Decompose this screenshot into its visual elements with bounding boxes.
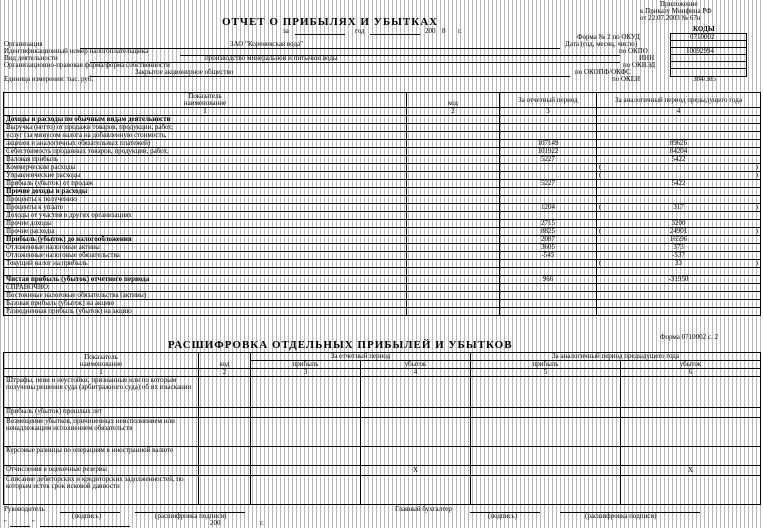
row-current xyxy=(500,124,597,132)
row-code xyxy=(407,284,500,292)
t2-indicator-header xyxy=(4,353,199,369)
row-code xyxy=(407,156,500,164)
row-name: Выручка (нетто) от продажи товаров, продукции, работ, xyxy=(4,124,407,132)
row-code xyxy=(407,172,500,180)
okopf-label: по ОКОПФ/ОКФС xyxy=(575,68,631,76)
detail-loss xyxy=(361,408,471,418)
table-row xyxy=(4,220,761,228)
close-paren: ) xyxy=(755,171,758,179)
parenthesized-value xyxy=(599,164,758,171)
period-num: 8 xyxy=(442,27,446,35)
parenthesized-value xyxy=(599,228,758,235)
row-name: Доходы от участия в других организациях xyxy=(4,212,407,220)
okved-label: по ОКВЭД xyxy=(623,61,656,69)
detail-code xyxy=(199,418,251,447)
table-row xyxy=(4,236,761,244)
row-previous xyxy=(597,172,761,180)
row-current: 107149 xyxy=(500,140,597,148)
form-label: Форма № 2 по ОКУД xyxy=(577,33,640,41)
col-num-3: 3 xyxy=(500,108,597,116)
detail-code xyxy=(199,447,251,466)
detail-table xyxy=(3,352,761,505)
table2-body xyxy=(4,377,761,505)
row-current: 2715 xyxy=(500,220,597,228)
detail-loss xyxy=(361,447,471,466)
appendix-line3: от 22.07.2003 № 67н xyxy=(640,14,701,22)
row-code xyxy=(407,228,500,236)
value-text: 33 xyxy=(675,259,682,267)
row-code xyxy=(407,236,500,244)
detail-profit xyxy=(251,418,361,447)
okpo-label: по ОКПО xyxy=(619,47,648,55)
chief-label: Главный бухгалтер xyxy=(395,505,452,513)
appendix-line1: Приложение xyxy=(660,0,698,8)
row-previous xyxy=(597,284,761,292)
row-current: 8825 xyxy=(500,228,597,236)
row-name: Управленческие расходы xyxy=(4,172,407,180)
table-row xyxy=(4,244,761,252)
current-header: За отчетный период xyxy=(500,93,597,108)
org-label: Организация xyxy=(4,40,43,48)
table-row xyxy=(4,124,761,132)
row-name: Прочие доходы и расходы xyxy=(4,188,407,196)
row-previous: 5422 xyxy=(597,180,761,188)
row-code xyxy=(407,132,500,140)
period-line xyxy=(370,34,420,35)
row-current xyxy=(500,116,597,124)
detail-profit xyxy=(251,447,361,466)
row-name: Валовая прибыль xyxy=(4,156,407,164)
codes-divider xyxy=(670,68,747,69)
row-previous xyxy=(597,132,761,140)
detail-loss-prev xyxy=(621,447,761,466)
org-underline xyxy=(80,48,560,49)
row-code xyxy=(407,140,500,148)
t2-num-6: 6 xyxy=(621,369,761,377)
detail-name: Возмещение убытков, причиненных неисполнением или ненадлежащим исполнением обязательств xyxy=(4,418,199,447)
row-current: 3605 xyxy=(500,244,597,252)
table-row xyxy=(4,252,761,260)
row-name: Разводненная прибыль (убыток) на акцию xyxy=(4,308,407,316)
detail-code xyxy=(199,466,251,476)
t2-num-2: 2 xyxy=(199,369,251,377)
row-name: Себестоимость проданных товаров, продукции, работ, xyxy=(4,148,407,156)
detail-loss-prev xyxy=(621,476,761,505)
detail-profit xyxy=(251,377,361,408)
form2-label: Форма 0710002 с. 2 xyxy=(660,333,719,341)
row-code xyxy=(407,204,500,212)
head-sign-caption: (подпись) xyxy=(72,512,102,520)
row-current xyxy=(500,284,597,292)
row-name xyxy=(4,268,407,276)
row-name: Базовая прибыль (убыток) на акцию xyxy=(4,300,407,308)
activity-label: Вид деятельности xyxy=(4,54,58,62)
table-row xyxy=(4,180,761,188)
row-current xyxy=(500,188,597,196)
row-code xyxy=(407,124,500,132)
table-row xyxy=(4,276,761,284)
inn-code-label: ИНН xyxy=(639,54,655,62)
detail-row xyxy=(4,447,761,466)
close-paren: ) xyxy=(755,259,758,267)
table-row xyxy=(4,204,761,212)
detail-loss xyxy=(361,476,471,505)
detail-row xyxy=(4,418,761,447)
date-label: Дата (год, месяц, число) xyxy=(565,40,638,48)
table-row xyxy=(4,148,761,156)
row-code xyxy=(407,244,500,252)
detail-profit-prev xyxy=(471,447,621,466)
table2-header-row xyxy=(4,353,761,361)
row-code xyxy=(407,276,500,284)
row-current: 101922 xyxy=(500,148,597,156)
row-name: СПРАВОЧНО: xyxy=(4,284,407,292)
open-paren: ( xyxy=(599,259,602,267)
row-name: Проценты к получению xyxy=(4,196,407,204)
row-previous xyxy=(597,116,761,124)
detail-name: Курсовые разницы по операциям в иностранной валюте xyxy=(4,447,199,466)
row-code xyxy=(407,260,500,268)
row-code xyxy=(407,180,500,188)
row-current: 966 xyxy=(500,276,597,284)
detail-profit-prev xyxy=(471,418,621,447)
close-paren: ) xyxy=(755,203,758,211)
table-row xyxy=(4,116,761,124)
row-code xyxy=(407,116,500,124)
row-previous xyxy=(597,268,761,276)
form-underline xyxy=(90,76,570,77)
page-title: ОТЧЕТ О ПРИБЫЛЯХ И УБЫТКАХ xyxy=(222,16,439,28)
okei-label: по ОКЕИ xyxy=(612,75,641,83)
row-code xyxy=(407,252,500,260)
row-previous xyxy=(597,196,761,204)
chief-sign-caption: (подпись) xyxy=(488,512,518,520)
table-row xyxy=(4,172,761,180)
detail-loss xyxy=(361,418,471,447)
table-row xyxy=(4,196,761,204)
org-value: ЗАО "Кореневская вода" xyxy=(230,40,303,48)
t2-num-4: 4 xyxy=(361,369,471,377)
col-num-1: 1 xyxy=(4,108,407,116)
row-name: Постоянные налоговые обязательства (активы) xyxy=(4,292,407,300)
table2-number-row xyxy=(4,369,761,377)
row-code xyxy=(407,212,500,220)
t2-num-5: 5 xyxy=(471,369,621,377)
row-name: Чистая прибыль (убыток) отчетного периода xyxy=(4,276,407,284)
detail-profit-prev xyxy=(471,476,621,505)
value-text: 317 xyxy=(673,203,684,211)
detail-row xyxy=(4,476,761,505)
table-row xyxy=(4,164,761,172)
row-name: Отложенные налоговые активы xyxy=(4,244,407,252)
detail-loss: X xyxy=(361,466,471,476)
row-current: 2087 xyxy=(500,236,597,244)
row-current xyxy=(500,292,597,300)
row-name: Доходы и расходы по обычным видам деятельности xyxy=(4,116,407,124)
t2-loss-header: убыток xyxy=(361,361,471,369)
row-name: услуг (за минусом налога на добавленную стоимость, xyxy=(4,132,407,140)
row-previous xyxy=(597,212,761,220)
row-name: Отложенные налоговые обязательства xyxy=(4,252,407,260)
detail-profit-prev xyxy=(471,466,621,476)
row-current xyxy=(500,196,597,204)
row-previous xyxy=(597,164,761,172)
row-current: 5227 xyxy=(500,180,597,188)
row-previous: -31950 xyxy=(597,276,761,284)
table-row xyxy=(4,300,761,308)
okpo-code: 10092994 xyxy=(686,47,714,55)
t2-loss-prev-header: убыток xyxy=(621,361,761,369)
table1-header-row xyxy=(4,93,761,108)
period-line xyxy=(295,34,345,35)
open-paren: ( xyxy=(599,163,602,171)
detail-loss-prev: X xyxy=(621,466,761,476)
detail-loss xyxy=(361,377,471,408)
parenthesized-value xyxy=(599,172,758,179)
row-current xyxy=(500,268,597,276)
col-num-4: 4 xyxy=(597,108,761,116)
head-decode-caption: (расшифровка подписи) xyxy=(155,512,227,520)
date-month-line xyxy=(40,526,130,527)
row-previous: 373 xyxy=(597,244,761,252)
row-name: Прибыль (убыток) до налогообложения xyxy=(4,236,407,244)
table-row xyxy=(4,132,761,140)
head-label: Руководитель xyxy=(4,505,45,513)
row-previous xyxy=(597,204,761,212)
row-name: Прочие расходы xyxy=(4,228,407,236)
row-previous xyxy=(597,300,761,308)
row-name: Прочие доходы xyxy=(4,220,407,228)
row-current xyxy=(500,308,597,316)
close-paren: ) xyxy=(755,163,758,171)
row-previous: 84204 xyxy=(597,148,761,156)
row-code xyxy=(407,188,500,196)
row-previous: 16596 xyxy=(597,236,761,244)
date-year: 200 xyxy=(210,519,221,527)
table-row xyxy=(4,268,761,276)
row-previous xyxy=(597,188,761,196)
detail-profit xyxy=(251,466,361,476)
row-code xyxy=(407,300,500,308)
row-code xyxy=(407,292,500,300)
close-paren: ) xyxy=(755,227,758,235)
codes-header: КОДЫ xyxy=(693,25,715,33)
t2-num-3: 3 xyxy=(251,369,361,377)
row-code xyxy=(407,196,500,204)
row-name: Текущий налог на прибыль xyxy=(4,260,407,268)
row-code xyxy=(407,220,500,228)
activity-value: производство минеральной и питьевой воды xyxy=(205,54,338,62)
open-paren: ( xyxy=(599,171,602,179)
inn-label: Идентификационный номер налогоплательщика xyxy=(4,47,149,55)
detail-profit xyxy=(251,408,361,418)
detail-loss-prev xyxy=(621,377,761,408)
name-header-text: наименование xyxy=(183,99,227,107)
table-row xyxy=(4,188,761,196)
detail-row xyxy=(4,466,761,476)
detail-loss-prev xyxy=(621,408,761,418)
code-header: код xyxy=(407,93,500,108)
table-row xyxy=(4,140,761,148)
parenthesized-value xyxy=(599,260,758,267)
indicator-header xyxy=(4,93,407,108)
period-god: год xyxy=(355,27,365,35)
date-quote-close: " xyxy=(32,519,35,527)
t2-profit-header: прибыль xyxy=(251,361,361,369)
t2-code-header: код xyxy=(199,353,251,369)
detail-row xyxy=(4,408,761,418)
t2-current-header: За отчетный период xyxy=(251,353,471,361)
detail-profit-prev xyxy=(471,377,621,408)
indicator-header-text: Показатель xyxy=(188,92,222,100)
detail-name: Штрафы, пени и неустойки, признанные или по которым получены решения суда (арбитражного суда) об их взыскании xyxy=(4,377,199,408)
row-current xyxy=(500,172,597,180)
open-paren: ( xyxy=(599,203,602,211)
row-current xyxy=(500,300,597,308)
date-quote-open: " xyxy=(4,519,7,527)
row-previous: 5422 xyxy=(597,156,761,164)
form-ownership-label: Организационно-правовая форма/форма собственности xyxy=(4,61,170,69)
detail-code xyxy=(199,408,251,418)
t2-previous-header: За аналогичный период предыдущего года xyxy=(471,353,761,361)
table-row xyxy=(4,292,761,300)
table-row xyxy=(4,212,761,220)
detail-row xyxy=(4,377,761,408)
table-row xyxy=(4,228,761,236)
detail-name: Отчисления в оценочные резервы xyxy=(4,466,199,476)
t2-profit-prev-header: прибыль xyxy=(471,361,621,369)
t2-num-1: 1 xyxy=(4,369,199,377)
row-previous xyxy=(597,292,761,300)
value-text: 24901 xyxy=(669,227,688,235)
row-previous xyxy=(597,260,761,268)
table1-number-row xyxy=(4,108,761,116)
row-previous xyxy=(597,308,761,316)
detail-profit-prev xyxy=(471,408,621,418)
row-current: -545 xyxy=(500,252,597,260)
t2-name-text: наименование xyxy=(79,359,123,368)
table-row xyxy=(4,308,761,316)
table1-body xyxy=(4,116,761,316)
okei-code: 384/385 xyxy=(693,75,716,83)
codes-divider xyxy=(670,61,747,62)
detail-name: Списание дебиторских и кредиторских задолженностей, по которым истек срок исковой давности xyxy=(4,476,199,505)
period-g: г. xyxy=(458,27,462,35)
section-title: РАСШИФРОВКА ОТДЕЛЬНЫХ ПРИБЫЛЕЙ И УБЫТКОВ xyxy=(168,339,513,351)
detail-code xyxy=(199,476,251,505)
date-g: г. xyxy=(260,519,264,527)
table-row xyxy=(4,260,761,268)
row-current xyxy=(500,164,597,172)
row-current xyxy=(500,132,597,140)
detail-name: Прибыль (убыток) прошлых лет xyxy=(4,408,199,418)
row-previous xyxy=(597,124,761,132)
row-previous: 3200 xyxy=(597,220,761,228)
open-paren: ( xyxy=(599,227,602,235)
parenthesized-value xyxy=(599,204,758,211)
row-name: Проценты к уплате xyxy=(4,204,407,212)
row-current xyxy=(500,212,597,220)
row-current xyxy=(500,260,597,268)
row-previous: 89626 xyxy=(597,140,761,148)
row-previous: -537 xyxy=(597,252,761,260)
row-current: 1204 xyxy=(500,204,597,212)
row-code xyxy=(407,148,500,156)
chief-decode-caption: (расшифровка подписи) xyxy=(585,512,657,520)
detail-code xyxy=(199,377,251,408)
row-code xyxy=(407,308,500,316)
table-row xyxy=(4,284,761,292)
date-day-line xyxy=(10,526,30,527)
row-current: 5227 xyxy=(500,156,597,164)
t2-indicator-text: Показатель xyxy=(84,352,118,361)
detail-loss-prev xyxy=(621,418,761,447)
col-num-2: 2 xyxy=(407,108,500,116)
period-year: 200 xyxy=(425,27,436,35)
period-za: за xyxy=(283,27,289,35)
row-code xyxy=(407,268,500,276)
previous-header: За аналогичный период предыдущего года xyxy=(597,93,761,108)
income-statement-table xyxy=(3,92,761,316)
row-name: Прибыль (убыток) от продаж xyxy=(4,180,407,188)
row-name: акцизов и аналогичных обязательных платежей) xyxy=(4,140,407,148)
appendix-line2: к Приказу Минфина РФ xyxy=(640,7,712,15)
form-ownership-value: Закрытое акционерное общество xyxy=(135,68,234,76)
detail-profit xyxy=(251,476,361,505)
unit-label: Единица измерения: тыс. руб. xyxy=(4,75,94,83)
row-name: Коммерческие расходы xyxy=(4,164,407,172)
row-previous xyxy=(597,228,761,236)
table-row xyxy=(4,156,761,164)
form-code: 0710002 xyxy=(690,33,715,41)
row-code xyxy=(407,164,500,172)
